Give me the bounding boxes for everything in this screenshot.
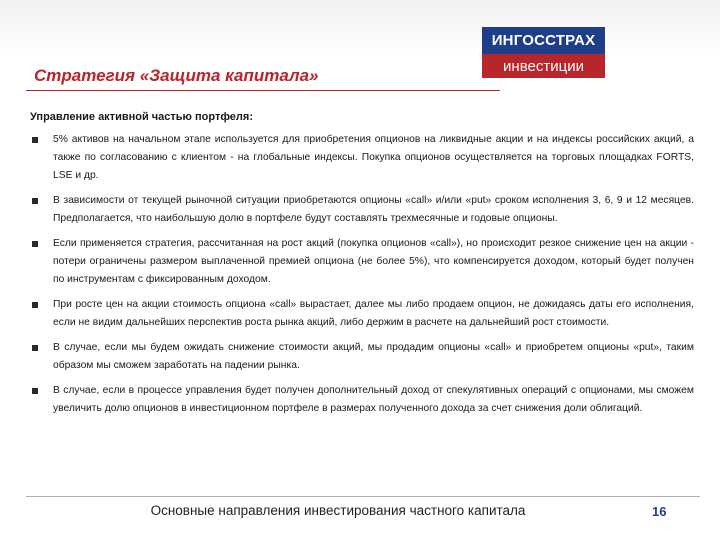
square-bullet-icon [32,302,38,308]
square-bullet-icon [32,198,38,204]
bullet-item [30,382,694,418]
bullet-text: При росте цен на акции стоимость опциона «call» вырастает, далее мы либо продаем опцион, не дожидаясь даты его исполнения, если не видим дальнейших перспектив роста рынка акций, либо держим в расчете на дальнейший рост стоимости. [53,299,694,328]
square-bullet-icon [32,345,38,351]
square-bullet-icon [32,241,38,247]
bullet-item [30,339,694,375]
bullet-item [30,192,694,228]
bullet-text: В случае, если в процессе управления будет получен дополнительный доход от спекулятивных операций с опционами, мы сможем увеличить долю опционов в инвестиционном портфеле в размерах полученного дохода за счет снижения доли облигаций. [53,385,694,414]
company-logo [482,27,605,78]
bullet-text: Если применяется стратегия, рассчитанная на рост акций (покупка опционов «call»), но происходит резкое снижение цен на акции - потери ограничены размером выплаченной премией опциона (не более 5%), что компенсируется доходом, который будет получен по инструментам с фиксированным доходом. [53,238,694,285]
bullet-list [30,131,694,425]
logo-bottom-text: инвестиции [482,54,605,78]
bullet-text: В зависимости от текущей рыночной ситуации приобретаются опционы «call» и/или «put» сроком исполнения 3, 6, 9 и 12 месяцев. Предполагается, что наибольшую долю в портфеле будут составлять трехмесячные и годовые опционы. [53,195,694,224]
header-band [0,0,720,58]
bullet-text: В случае, если мы будем ожидать снижение стоимости акций, мы продадим опционы «call» и приобретем опционы «put», таким образом мы сможем заработать на падении рынка. [53,342,694,371]
bullet-item [30,296,694,332]
section-heading: Управление активной частью портфеля: [30,111,253,123]
page-number: 16 [652,504,667,519]
square-bullet-icon [32,137,38,143]
title-divider [26,90,500,91]
logo-top-text: ИНГОССТРАХ [482,27,605,54]
bullet-item [30,131,694,185]
bullet-item [30,235,694,289]
slide-title: Стратегия «Защита капитала» [34,66,319,85]
footer-caption: Основные направления инвестирования частного капитала [150,503,526,518]
footer-divider [26,496,700,497]
bullet-text: 5% активов на начальном этапе используется для приобретения опционов на ликвидные акции и на индексы российских акций, а также по согласованию с клиентом - на глобальные индексы. Покупка опционов осуществляется на торговых площадках FORTS, LSE и др. [53,134,694,181]
square-bullet-icon [32,388,38,394]
